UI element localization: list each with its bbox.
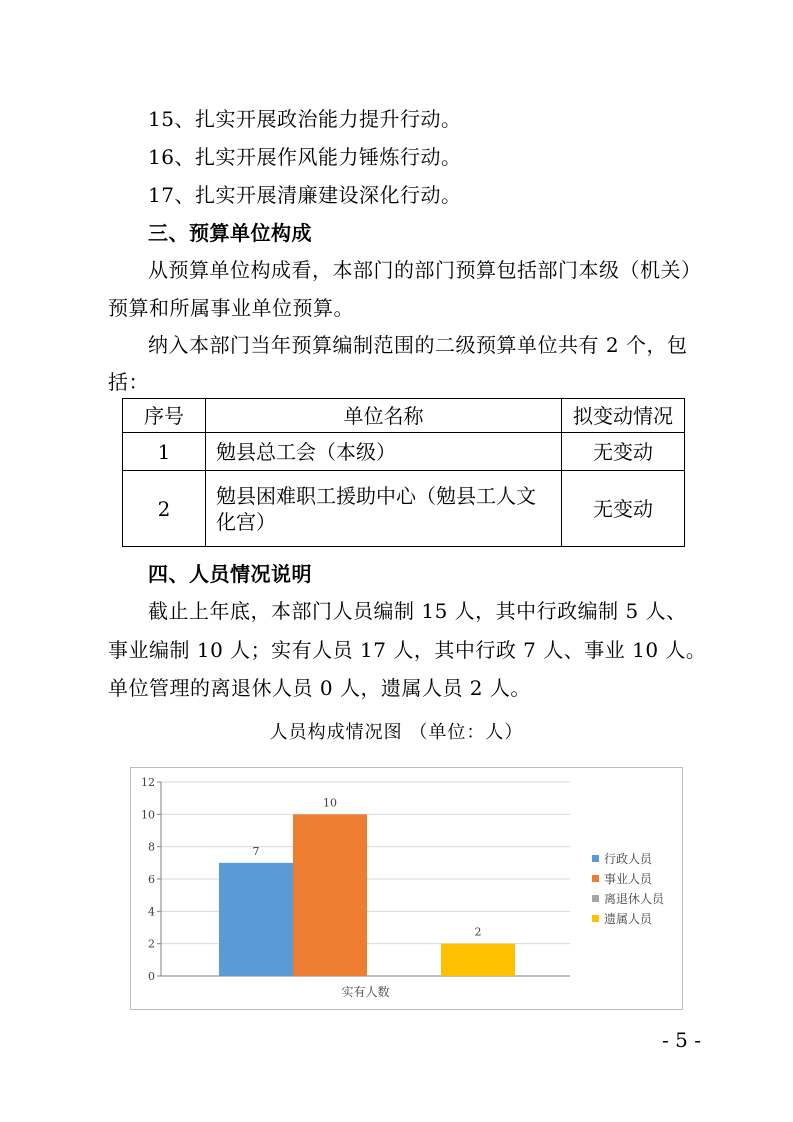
section-heading-staff: 四、人员情况说明: [148, 562, 312, 586]
table-header-cell: 序号: [123, 399, 206, 433]
legend-swatch: [592, 855, 599, 862]
bar-事业人员: [293, 814, 367, 976]
list-item-15: 15、扎实开展政治能力提升行动。: [148, 107, 462, 131]
data-label: 10: [323, 796, 337, 810]
page-number: - 5 -: [662, 1028, 701, 1052]
paragraph-line: 括：: [108, 370, 149, 394]
table-header-cell: 单位名称: [206, 399, 562, 433]
table-cell-no: 2: [123, 471, 206, 547]
table-header-row: [123, 399, 685, 433]
list-item-17: 17、扎实开展清廉建设深化行动。: [148, 183, 462, 207]
chart-svg: [131, 768, 682, 1009]
bar-行政人员: [219, 863, 293, 976]
paragraph-line: 纳入本部门当年预算编制范围的二级预算单位共有 2 个，包: [148, 333, 688, 357]
table-row: [123, 433, 685, 471]
table-cell-name: [206, 471, 562, 547]
table-cell-name: 勉县总工会（本级）: [206, 433, 562, 471]
table-cell-status: 无变动: [562, 471, 685, 547]
y-tick-label: 0: [148, 970, 155, 983]
section-heading-budget-units: 三、预算单位构成: [148, 221, 312, 245]
y-tick-label: 2: [148, 937, 155, 951]
table-row: [123, 471, 685, 547]
budget-units-table: [122, 398, 685, 547]
bar-遗属人员: [441, 944, 515, 976]
legend-swatch: [592, 875, 599, 882]
staff-chart: [130, 767, 683, 1010]
legend-swatch: [592, 895, 599, 902]
table-cell-no: 1: [123, 433, 206, 471]
legend-label: 离退休人员: [604, 892, 665, 906]
y-tick-label: 8: [148, 840, 155, 854]
table-header-cell: 拟变动情况: [562, 399, 685, 433]
paragraph-line: 截止上年底，本部门人员编制 15 人，其中行政编制 5 人、: [148, 599, 687, 623]
legend-label: 遗属人员: [604, 912, 653, 926]
list-item-16: 16、扎实开展作风能力锤炼行动。: [148, 145, 462, 169]
data-label: 7: [252, 844, 260, 858]
paragraph-line: 预算和所属事业单位预算。: [108, 296, 354, 320]
table-cell-name-line1: 勉县困难职工援助中心（勉县工人文: [216, 483, 536, 508]
paragraph-line: 单位管理的离退休人员 0 人，遗属人员 2 人。: [108, 676, 531, 700]
paragraph-line: 从预算单位构成看，本部门的部门预算包括部门本级（机关）: [148, 258, 702, 282]
legend-label: 行政人员: [604, 852, 653, 866]
y-tick-label: 6: [148, 873, 155, 886]
table-cell-status: 无变动: [562, 433, 685, 471]
chart-title: 人员构成情况图 （单位：人）: [269, 722, 524, 743]
paragraph-line: 事业编制 10 人；实有人员 17 人，其中行政 7 人、事业 10 人。: [108, 638, 707, 662]
y-tick-label: 4: [148, 905, 155, 919]
x-category-label: 实有人数: [341, 985, 390, 999]
y-tick-label: 10: [141, 808, 155, 822]
table-cell-name-line2: 化宫）: [216, 509, 276, 534]
legend-label: 事业人员: [604, 872, 653, 886]
y-tick-label: 12: [141, 776, 155, 789]
legend-swatch: [592, 915, 599, 922]
data-label: 2: [474, 925, 482, 939]
